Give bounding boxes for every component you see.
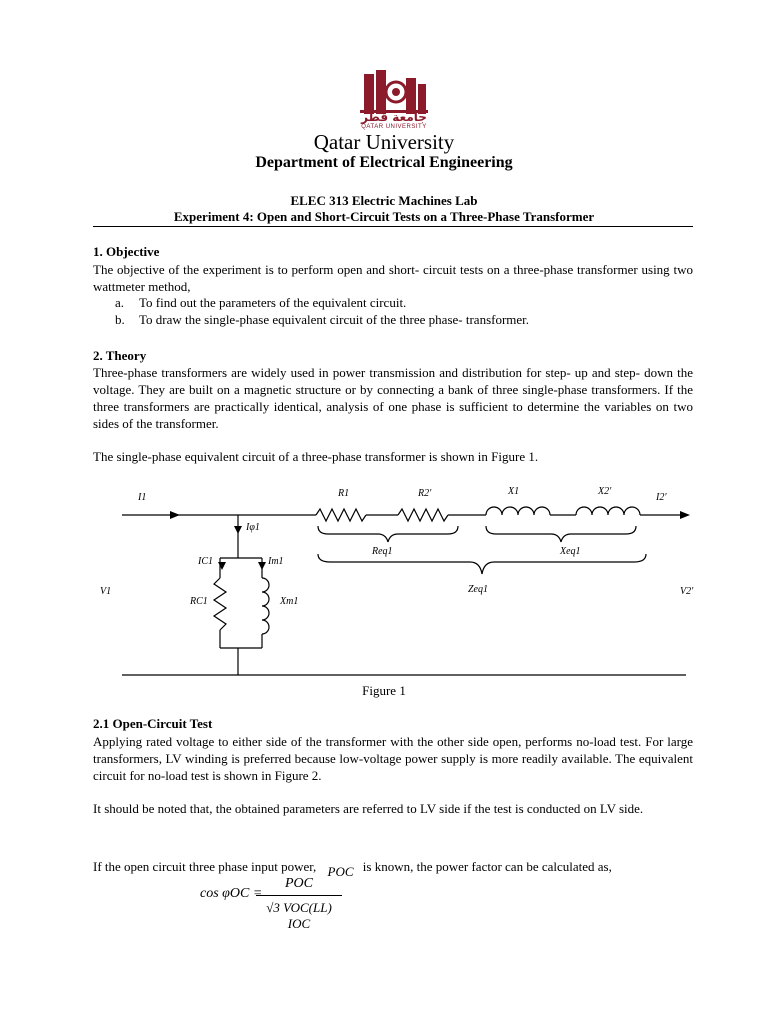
label-xm1: Xm1 xyxy=(280,596,299,607)
r2-resistor xyxy=(398,509,448,521)
department-title: Department of Electrical Engineering xyxy=(255,154,513,171)
power-text-before: If the open circuit three phase input power, xyxy=(93,859,317,874)
open-circuit-note: It should be noted that, the obtained parameters are referred to LV side if the test is conducted on LV side. xyxy=(93,801,644,816)
university-title: Qatar University xyxy=(313,130,455,154)
theory-body: Three-phase transformers are widely used in power transmission and distribution for step- up and step- down the voltage. They are built on a magnetic structure or by connecting a bank of three single-phase transformers. If the three transformers are practically identical, analysis of one phase is sufficient to determine the variables on two sides of the transformer. xyxy=(93,365,693,431)
label-v1: V1 xyxy=(100,586,112,597)
x2-inductor xyxy=(576,507,640,515)
label-x1: X1 xyxy=(508,486,520,497)
label-r2p: R2' xyxy=(418,488,432,499)
label-iphi1: Iφ1 xyxy=(246,522,260,533)
label-im1: Im1 xyxy=(268,556,284,567)
course-title: ELEC 313 Electric Machines Lab xyxy=(290,193,478,208)
label-i1: I1 xyxy=(138,492,147,503)
equivalent-circuit-diagram xyxy=(0,478,768,683)
header-divider xyxy=(93,226,693,227)
label-zeq1: Zeq1 xyxy=(468,584,488,595)
label-rc1: RC1 xyxy=(190,596,208,607)
label-ic1: IC1 xyxy=(198,556,213,567)
logo-arabic-text: جامعة قطر xyxy=(361,110,427,124)
list-marker: a. xyxy=(115,295,125,310)
objective-list xyxy=(115,294,529,328)
label-x2p: X2' xyxy=(598,486,612,497)
power-symbol: POC xyxy=(327,864,354,879)
logo-english-text: QATAR UNIVERSITY xyxy=(361,124,427,130)
xm1-inductor xyxy=(262,578,269,634)
equation-lhs: cos φOC = xyxy=(200,886,263,901)
r1-resistor xyxy=(316,509,366,521)
label-req1: Req1 xyxy=(372,546,393,557)
label-v2p: V2' xyxy=(680,586,694,597)
open-circuit-body: Applying rated voltage to either side of the transformer with the other side open, performs no-load test. For large transformers, LV winding is preferred because low-voltage power supply is more readily available. The equivalent circuit for no-load test is shown in Figure 2. xyxy=(93,734,693,783)
list-marker: b. xyxy=(115,312,125,327)
x1-inductor xyxy=(486,507,550,515)
list-text: To find out the parameters of the equivalent circuit. xyxy=(139,295,407,310)
fraction-bar xyxy=(256,895,342,896)
list-text: To draw the single-phase equivalent circuit of the three phase- transformer. xyxy=(139,312,530,327)
theory-heading: 2. Theory xyxy=(93,348,147,363)
experiment-title: Experiment 4: Open and Short-Circuit Tests on a Three-Phase Transformer xyxy=(173,209,595,224)
rc1-resistor xyxy=(214,578,226,630)
objective-body: The objective of the experiment is to perform open and short- circuit tests on a three-phase transformer using two wattmeter method, xyxy=(93,262,693,294)
power-sentence xyxy=(93,858,693,879)
equation-denominator: √3 VOC(LL) IOC xyxy=(266,900,332,931)
objective-heading: 1. Objective xyxy=(93,244,160,259)
label-r1: R1 xyxy=(338,488,350,499)
power-text-after: is known, the power factor can be calculated as, xyxy=(362,859,612,874)
figure-1-caption: Figure 1 xyxy=(362,683,406,698)
open-circuit-heading: 2.1 Open-Circuit Test xyxy=(93,716,213,731)
label-i2p: I2' xyxy=(656,492,667,503)
label-xeq1: Xeq1 xyxy=(560,546,581,557)
equation-numerator: POC xyxy=(285,876,313,891)
list-item xyxy=(115,294,529,311)
list-item xyxy=(115,311,529,328)
figure-intro: The single-phase equivalent circuit of a three-phase transformer is shown in Figure 1. xyxy=(93,449,539,464)
